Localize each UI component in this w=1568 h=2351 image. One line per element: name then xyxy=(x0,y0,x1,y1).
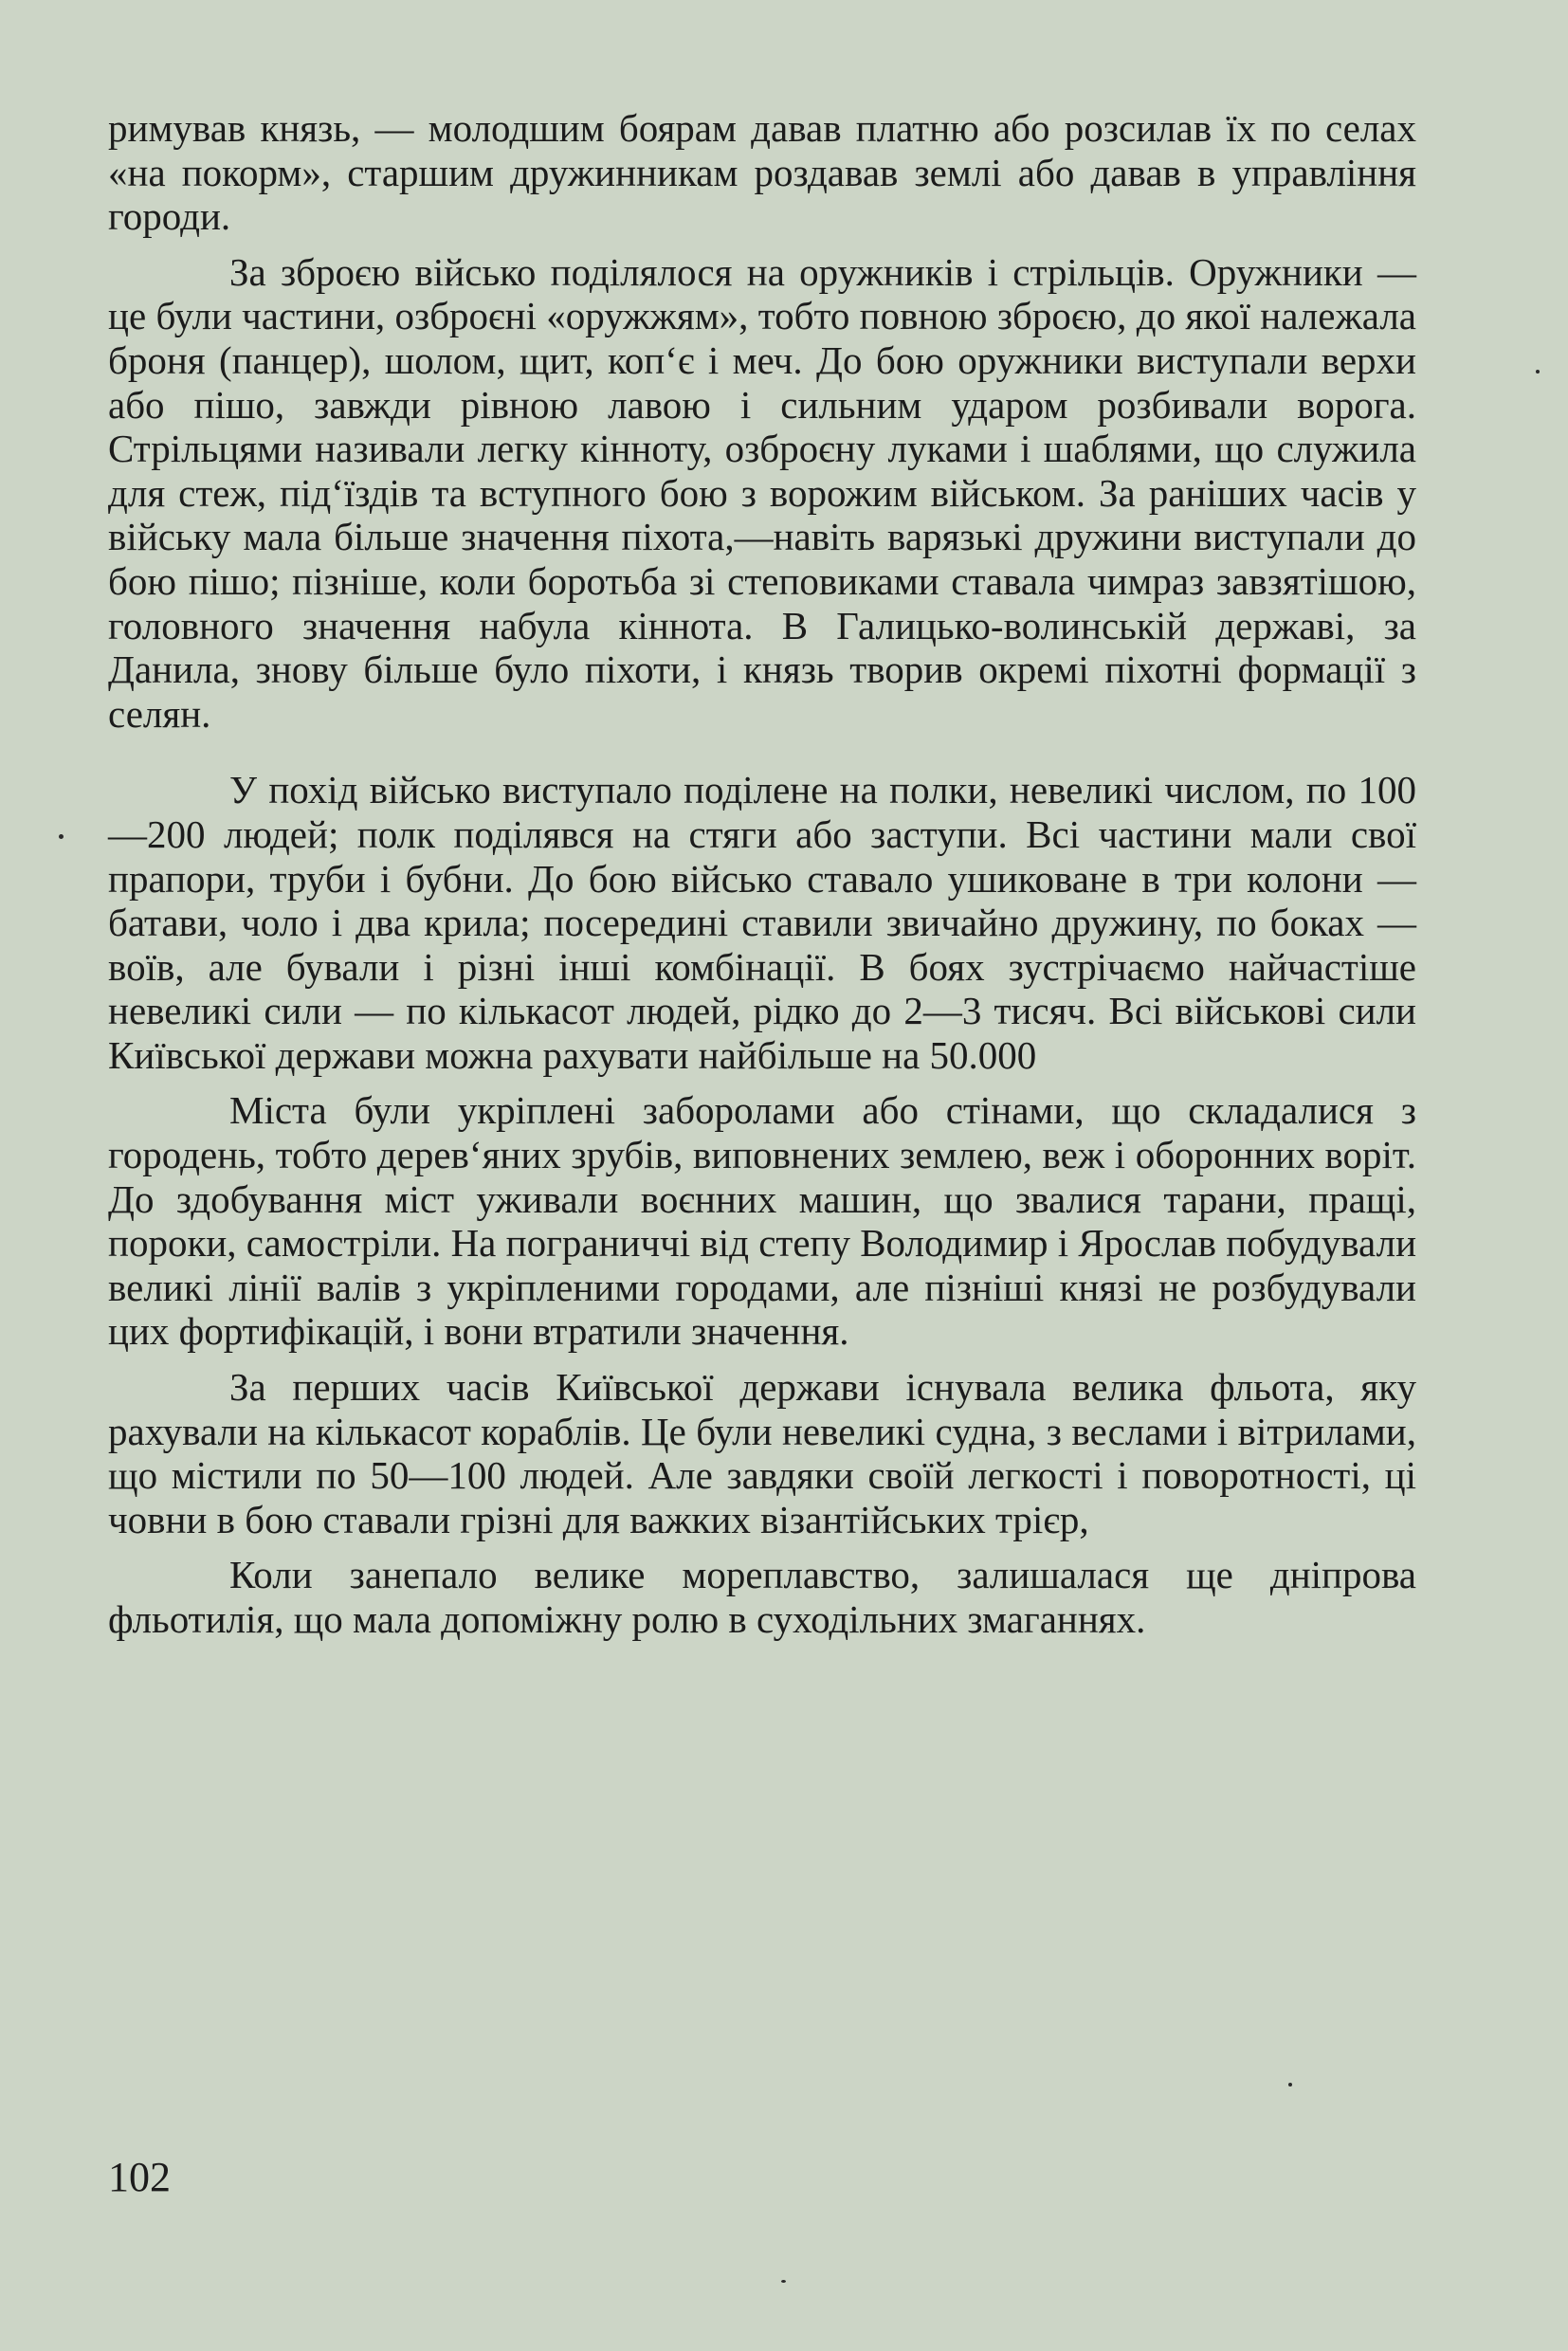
paper-speck xyxy=(1536,370,1540,374)
paper-speck xyxy=(781,2280,786,2283)
paper-speck xyxy=(59,834,64,839)
page-body-text xyxy=(108,106,1416,1642)
paragraph-1: римував князь, — молодшим боярам давав платню або розсилав їх по селах «на покорм», старшим дружинникам роздавав землі або давав в управління городи. xyxy=(108,106,1416,239)
paragraph-3: У похід військо виступало поділене на полки, невеликі числом, по 100—200 людей; полк поділявся на стяги або заступи. Всі частини мали свої прапори, труби і бубни. До бою військо ставало ушиковане в три колони — батави, чоло і два крила; посередині ставили звичайно дружину, по боках — воїв, але бували і різні інші комбінації. В боях зустрічаємо найчастіше невеликі сили — по кількасот людей, рідко до 2—3 тисяч. Всі військові сили Київської держави можна рахувати найбільше на 50.000 xyxy=(108,768,1416,1077)
paper-speck xyxy=(1288,2083,1292,2087)
paragraph-5: За перших часів Київської держави існувала велика фльота, яку рахували на кількасот кораблів. Це були невеликі судна, з веслами і вітрилами, що містили по 50—100 людей. Але завдяки своїй легкості і поворотності, ці човни в бою ставали грізні для важких візантійських трієр, xyxy=(108,1365,1416,1541)
paragraph-4: Міста були укріплені заборолами або стінами, що складалися з городень, тобто дерев‘яних зрубів, виповнених землею, веж і оборонних воріт. До здобування міст уживали воєнних машин, що звалися тарани, пращі, пороки, самостріли. На пограниччі від степу Володимир і Ярослав побудували великі лінії валів з укріпленими городами, але пізніші князі не розбудували цих фортифікацій, і вони втратили значення. xyxy=(108,1088,1417,1354)
paragraph-6: Коли занепало велике мореплавство, залишалася ще дніпрова фльотилія, що мала допоміжну ролю в суходільних змаганнях. xyxy=(108,1553,1416,1641)
page-number: 102 xyxy=(108,2154,171,2200)
paragraph-2: За зброєю військо поділялося на оружників і стрільців. Оружники — це були частини, озброєні «оружжям», тобто повною зброєю, до якої належала броня (панцер), шолом, щит, коп‘є і меч. До бою оружники виступали верхи або пішо, завжди рівною лавою і сильним ударом розбивали ворога. Стрільцями називали легку кінноту, озброєну луками і шаблями, що служила для стеж, під‘їздів та вступного бою з ворожим військом. За раніших часів у війську мала більше значення піхота,—навіть варязькі дружини виступали до бою пішо; пізніше, коли боротьба зі степовиками ставала чимраз завзятішою, головного значення набула кіннота. В Галицько-волинській державі, за Данила, знову більше було піхоти, і князь творив окремі піхотні формації з селян. xyxy=(108,249,1416,736)
